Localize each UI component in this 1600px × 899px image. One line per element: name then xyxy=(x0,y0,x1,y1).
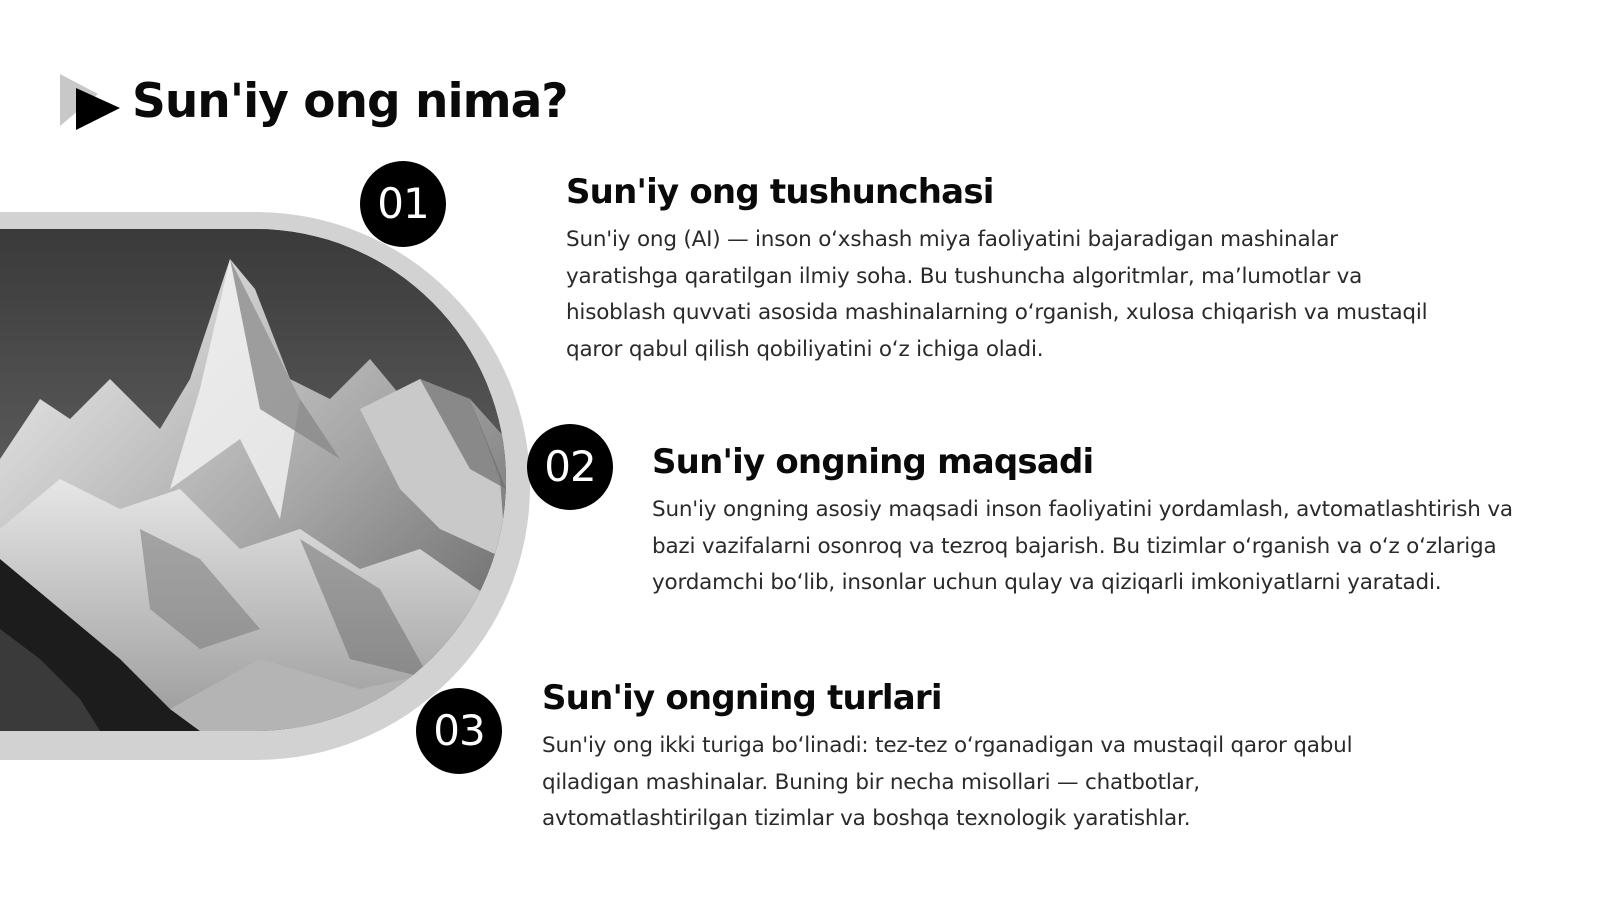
section-02 xyxy=(652,440,1532,602)
badge-01: 01 xyxy=(360,161,446,247)
section-01-body: Sun'iy ong (AI) — inson oʻxshash miya faoliyatini bajaradigan mashinalar yaratishga qaratilgan ilmiy soha. Bu tushuncha algoritmlar, maʼlumotlar va hisoblash quvvati asosida mashinalarning oʻrganish, xulosa chiqarish va mustaqil qaror qabul qilish qobiliyatini oʻz ichiga oladi. xyxy=(566,227,1428,362)
section-01-heading: Sun'iy ong tushunchasi xyxy=(566,172,994,212)
badge-02: 02 xyxy=(527,424,613,510)
mountain-image xyxy=(0,229,506,731)
section-02-heading: Sun'iy ongning maqsadi xyxy=(652,442,1094,482)
section-03-body: Sun'iy ong ikki turiga boʻlinadi: tez-tez oʻrganadigan va mustaqil qaror qabul qiladigan mashinalar. Buning bir necha misollari — chatbotlar, avtomatlashtirilgan tizimlar va boshqa texnologik yaratishlar. xyxy=(542,733,1353,831)
section-02-body: Sun'iy ongning asosiy maqsadi inson faoliyatini yordamlash, avtomatlashtirish va bazi vazifalarni osonroq va tezroq bajarish. Bu tizimlar oʻrganish va oʻz oʻzlariga yordamchi boʻlib, insonlar uchun qulay va qiziqarli imkoniyatlarni yaratadi. xyxy=(652,497,1513,595)
slide-title: Sun'iy ong nima? xyxy=(132,74,568,129)
section-01 xyxy=(566,170,1446,368)
section-03 xyxy=(542,676,1372,838)
section-03-heading: Sun'iy ongning turlari xyxy=(542,678,942,718)
badge-03: 03 xyxy=(416,688,502,774)
play-triangle-icon xyxy=(58,72,122,136)
